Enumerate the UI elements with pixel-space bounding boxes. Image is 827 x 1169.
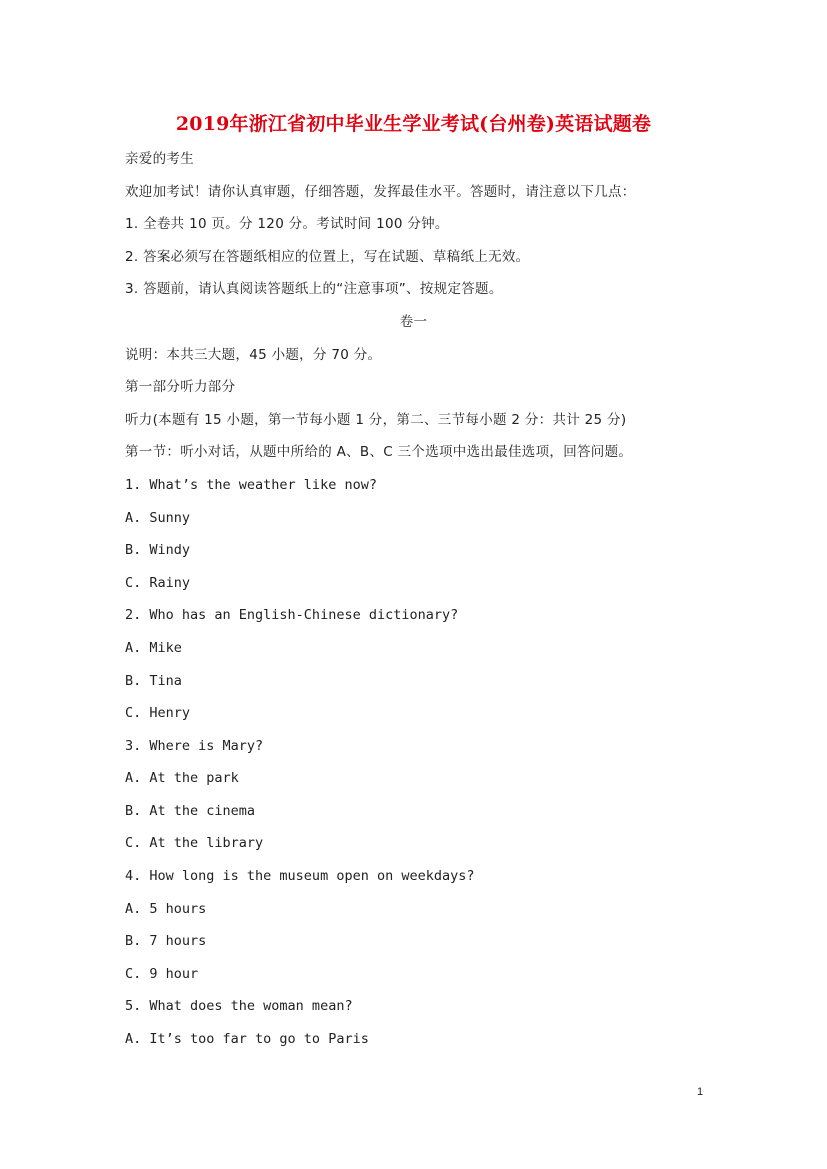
- question-3: 3. Where is Mary?: [125, 737, 264, 754]
- volume-heading: 卷一: [399, 313, 428, 330]
- question-1-option-c: C. Rainy: [125, 574, 191, 591]
- question-1: 1. What’s the weather like now?: [125, 476, 377, 493]
- question-2-option-a: A. Mike: [125, 639, 182, 656]
- question-3-option-a: A. At the park: [125, 770, 239, 787]
- question-4-option-a: A. 5 hours: [125, 900, 207, 917]
- document-body: [125, 148, 725, 1061]
- question-4-option-c: C. 9 hour: [125, 965, 199, 982]
- listening-section-heading: 听力(本题有 15 小题，第一节每小题 1 分，第二、三节每小题 2 分：共计 25 分): [125, 411, 627, 428]
- question-2: 2. Who has an English-Chinese dictionary?: [125, 607, 459, 624]
- question-3-option-c: C. At the library: [125, 835, 264, 852]
- instruction-item-1: 1. 全卷共 10 页。分 120 分。考试时间 100 分钟。: [125, 216, 449, 233]
- question-2-option-b: B. Tina: [125, 672, 182, 689]
- section-one-instruction: 第一节：听小对话，从题中所给的 A、B、C 三个选项中选出最佳选项，回答问题。: [125, 444, 633, 461]
- question-1-option-b: B. Windy: [125, 542, 191, 559]
- document-title: 2019年浙江省初中毕业生学业考试(台州卷)英语试题卷: [175, 113, 652, 135]
- question-4: 4. How long is the museum open on weekdays?: [125, 868, 475, 885]
- question-4-option-b: B. 7 hours: [125, 933, 207, 950]
- question-5-option-a: A. It’s too far to go to Paris: [125, 1031, 369, 1048]
- part-one-heading: 第一部分听力部分: [125, 379, 236, 396]
- instruction-item-2: 2. 答案必须写在答题纸相应的位置上，写在试题、草稿纸上无效。: [125, 248, 530, 265]
- instruction-item-3: 3. 答题前，请认真阅读答题纸上的“注意事项”、按规定答题。: [125, 281, 503, 298]
- question-1-option-a: A. Sunny: [125, 509, 191, 526]
- question-3-option-b: B. At the cinema: [125, 802, 256, 819]
- page-number: 1: [696, 1086, 704, 1098]
- question-2-option-c: C. Henry: [125, 705, 191, 722]
- greeting-line: 亲爱的考生: [125, 151, 194, 167]
- question-5: 5. What does the woman mean?: [125, 998, 353, 1015]
- welcome-instruction-line: 欢迎加考试！请你认真审题，仔细答题，发挥最佳水平。答题时，请注意以下几点：: [125, 183, 636, 200]
- volume-description: 说明：本共三大题，45 小题，分 70 分。: [125, 346, 382, 363]
